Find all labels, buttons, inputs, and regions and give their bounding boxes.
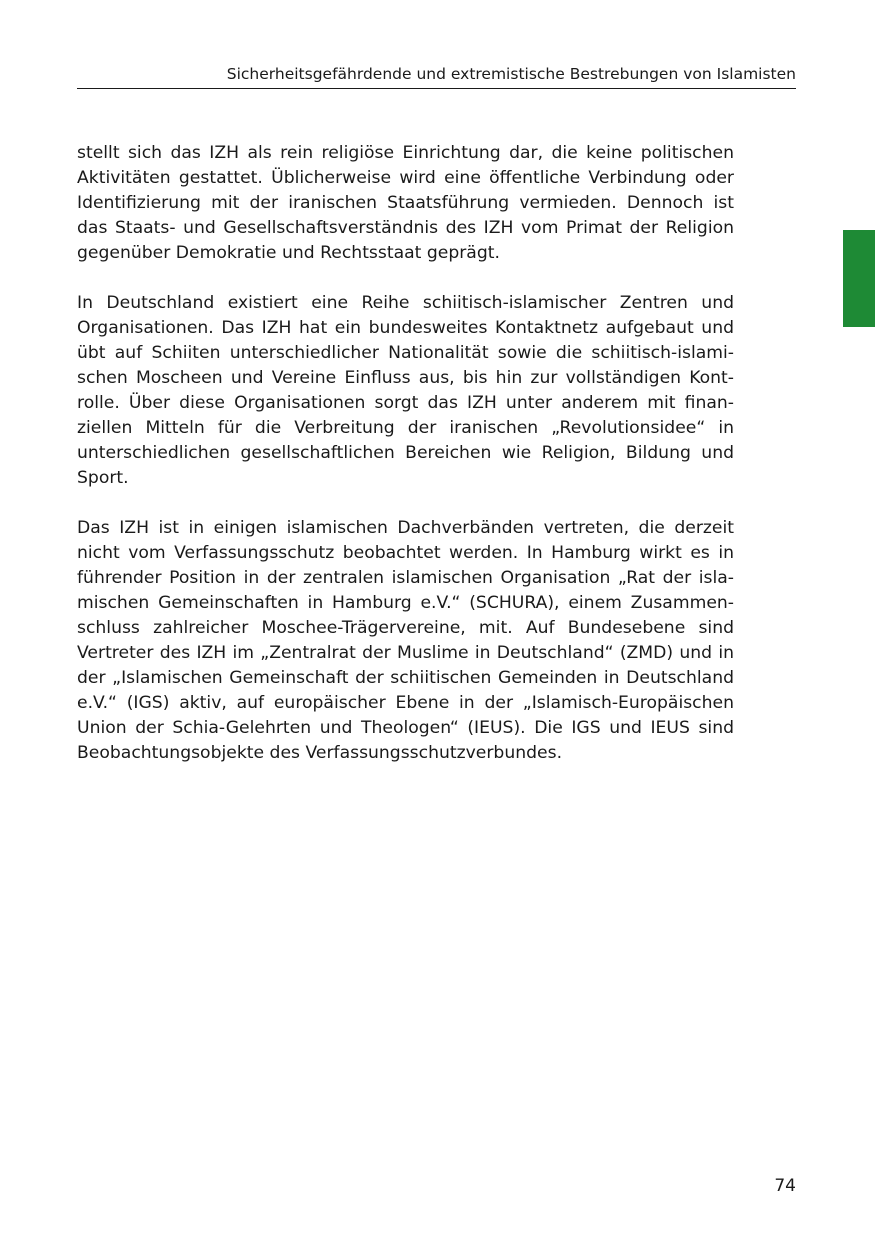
page-number: 74 (774, 1176, 796, 1196)
paragraph-3: Das IZH ist in einigen islamischen Dachverbänden vertreten, die derzeit nicht vom Verfassungsschutz beobachtet werden. In Hamburg wirkt es in führender Position in der zentralen islamischen Organisation „Rat der islamischen Gemeinschaften in Hamburg e.V.“ (SCHURA), einem Zusammenschluss zahlreicher Moschee-Trägervereine, mit. Auf Bundesebene sind Vertreter des IZH im „Zentralrat der Muslime in Deutschland“ (ZMD) und in der „Islamischen Gemeinschaft der schiitischen Gemeinden in Deutschland e.V.“ (IGS) aktiv, auf europäischer Ebene in der „Islamisch-Europäischen Union der Schia-Gelehrten und Theologen“ (IEUS). Die IGS und IEUS sind Beobachtungsobjekte des Verfassungsschutzverbundes. (77, 518, 734, 763)
main-text (77, 141, 734, 791)
chapter-marker-tab (843, 230, 875, 327)
header-divider (77, 88, 796, 89)
paragraph-1: stellt sich das IZH als rein religiöse Einrichtung dar, die keine politischen Aktivitäten gestattet. Üblicherweise wird eine öffentliche Verbindung oder Identifizierung mit der iranischen Staatsführung vermieden. Dennoch ist das Staats- und Gesellschaftsverständnis des IZH vom Primat der Religion gegenüber Demokratie und Rechtsstaat geprägt. (77, 143, 734, 263)
paragraph-2: In Deutschland existiert eine Reihe schiitisch-islamischer Zentren und Organisationen. Das IZH hat ein bundesweites Kontaktnetz aufgebaut und übt auf Schiiten unterschiedlicher Nationalität sowie die schiitisch-islamischen Moscheen und Vereine Einfluss aus, bis hin zur vollständigen Kontrolle. Über diese Organisationen sorgt das IZH unter anderem mit finanziellen Mitteln für die Verbreitung der iranischen „Revolutionsidee“ in unterschiedlichen gesellschaftlichen Bereichen wie Religion, Bildung und Sport. (77, 293, 734, 488)
running-header: Sicherheitsgefährdende und extremistische Bestrebungen von Islamisten (226, 65, 796, 83)
